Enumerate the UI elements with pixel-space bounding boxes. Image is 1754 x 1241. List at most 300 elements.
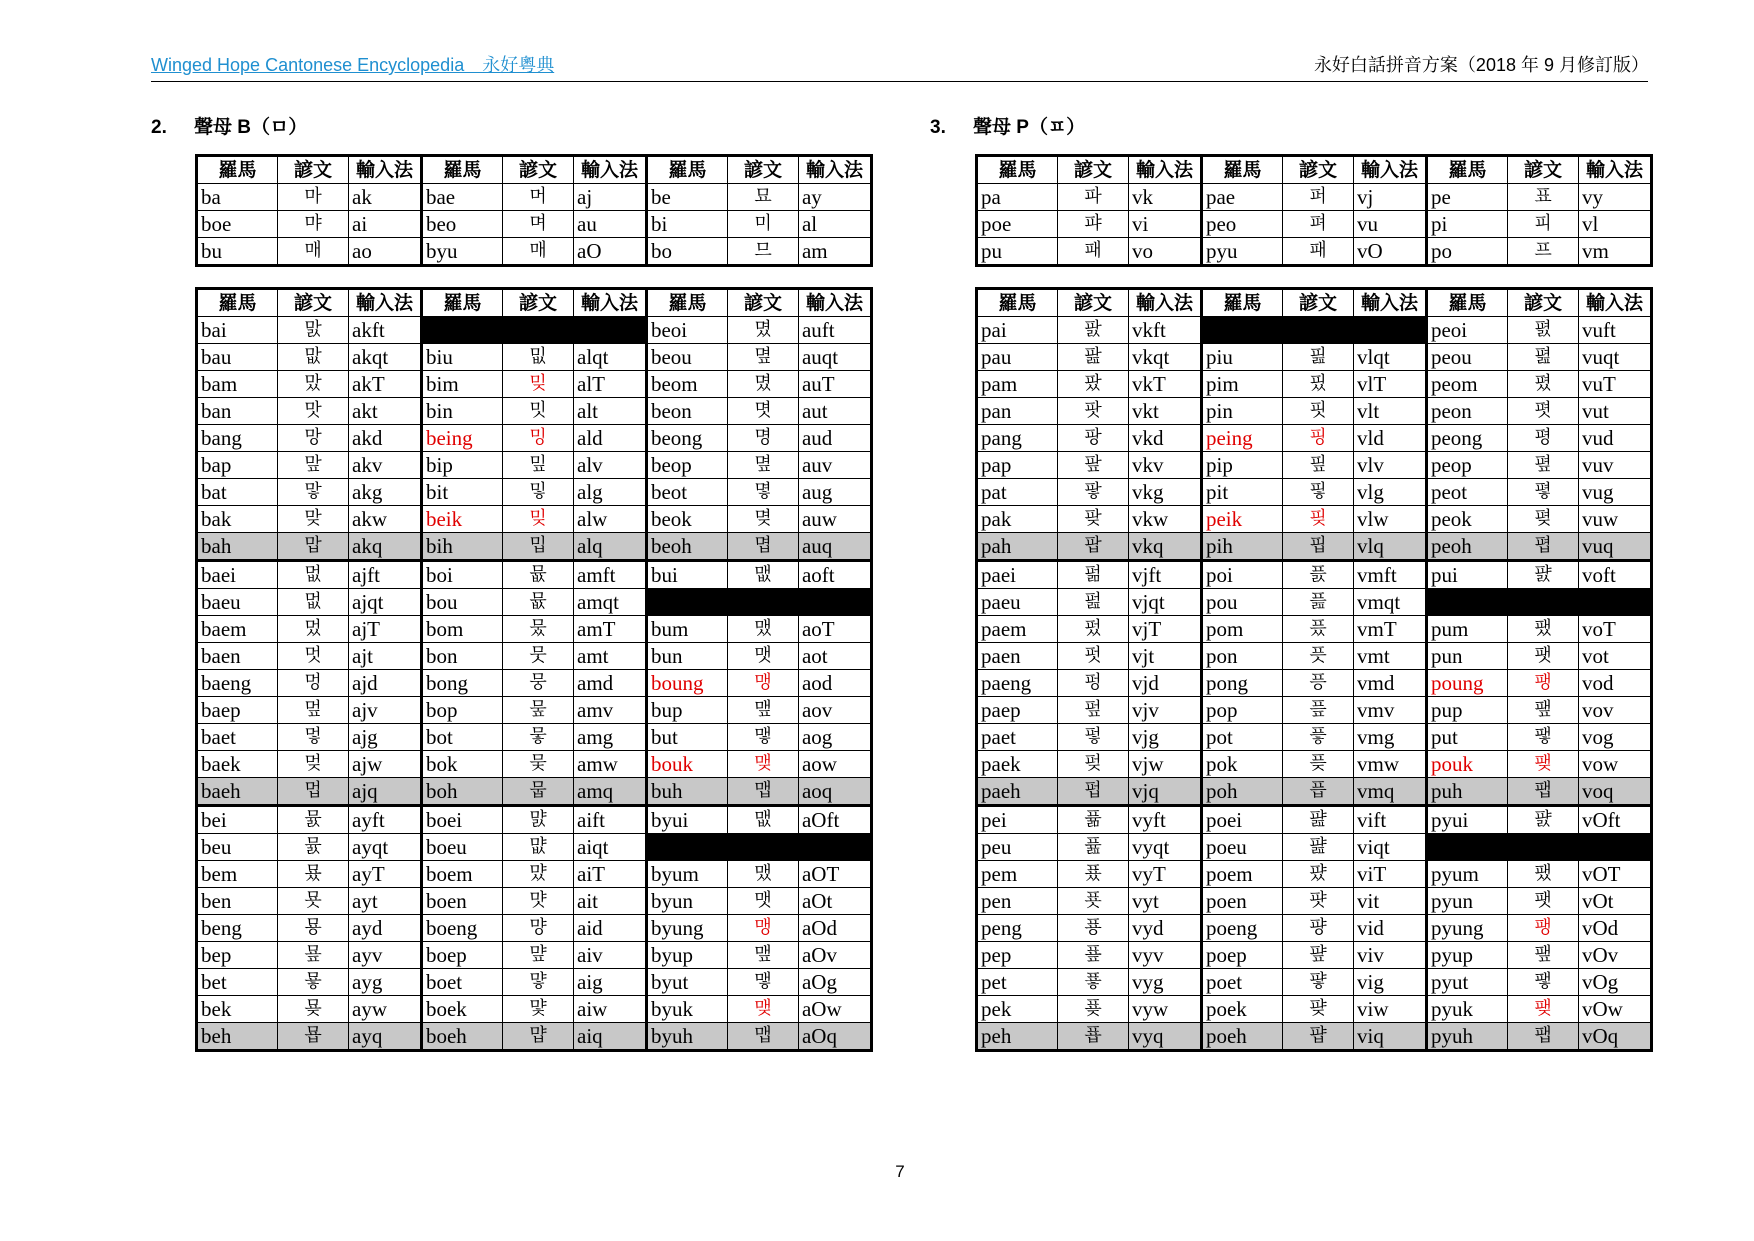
table-row	[197, 533, 872, 561]
input-code-cell: vjft	[1129, 561, 1202, 589]
romanization-cell: pam	[977, 371, 1058, 398]
romanization-cell: bui	[646, 561, 727, 589]
input-code-cell: vmg	[1354, 724, 1427, 751]
romanization-cell: byut	[646, 969, 727, 996]
input-code-cell: viq	[1354, 1023, 1427, 1051]
romanization-cell: puh	[1426, 778, 1507, 806]
hangul-cell: 팠	[1058, 371, 1129, 398]
hangul-cell: 펏	[1058, 643, 1129, 670]
hangul-cell: 맛	[278, 398, 349, 425]
romanization-cell: ba	[197, 184, 278, 211]
table-row	[197, 371, 872, 398]
romanization-cell: bang	[197, 425, 278, 452]
input-code-cell: aiq	[574, 1023, 647, 1051]
romanization-cell: pyui	[1426, 806, 1507, 834]
input-code-cell: vu	[1354, 211, 1427, 238]
hangul-cell: 팚	[1058, 344, 1129, 371]
romanization-cell: pen	[977, 888, 1058, 915]
romanization-cell: baeu	[197, 589, 278, 616]
hangul-cell: 매	[503, 238, 574, 266]
table-row	[977, 724, 1652, 751]
hangul-cell: 묲	[278, 942, 349, 969]
romanization-cell: peok	[1426, 506, 1507, 533]
romanization-cell: byu	[421, 238, 502, 266]
blank-cell	[1426, 589, 1651, 616]
hangul-cell: 며	[503, 211, 574, 238]
table-row	[197, 888, 872, 915]
input-code-cell: vOT	[1578, 861, 1651, 888]
romanization-cell: pup	[1426, 697, 1507, 724]
hangul-cell: 묭	[278, 915, 349, 942]
hangul-cell: 팟	[1058, 398, 1129, 425]
input-code-cell: akq	[349, 533, 422, 561]
input-code-cell: aOw	[798, 996, 871, 1023]
romanization-cell: poh	[1201, 778, 1282, 806]
hangul-cell: 멓	[278, 724, 349, 751]
input-code-cell: aOT	[798, 861, 871, 888]
input-code-cell: alw	[574, 506, 647, 533]
input-code-cell: akft	[349, 317, 422, 344]
romanization-cell: pin	[1201, 398, 1282, 425]
hangul-cell: 뭊	[503, 751, 574, 778]
hangul-cell: 맶	[728, 561, 799, 589]
table-row	[197, 479, 872, 506]
romanization-cell: pyup	[1426, 942, 1507, 969]
table-row	[977, 344, 1652, 371]
hangul-cell: 묘	[728, 184, 799, 211]
romanization-cell: bak	[197, 506, 278, 533]
romanization-cell: baem	[197, 616, 278, 643]
input-code-cell: amqt	[574, 589, 647, 616]
hangul-cell: 맺	[728, 996, 799, 1023]
column-header: 諺文	[503, 156, 574, 184]
input-code-cell: alv	[574, 452, 647, 479]
romanization-cell: bat	[197, 479, 278, 506]
romanization-cell: poek	[1201, 996, 1282, 1023]
hangul-cell: 핗	[1283, 479, 1354, 506]
hangul-cell: 맷	[728, 643, 799, 670]
column-header: 輸入法	[1129, 156, 1202, 184]
table-row	[197, 724, 872, 751]
hangul-cell: 밉	[503, 533, 574, 561]
page-number: 7	[895, 1162, 905, 1181]
hangul-cell: 맷	[728, 888, 799, 915]
table-row	[197, 751, 872, 778]
hangul-cell: 팽	[1508, 915, 1579, 942]
input-code-cell: auv	[798, 452, 871, 479]
hangul-cell: 몁	[728, 533, 799, 561]
romanization-cell: pae	[1201, 184, 1282, 211]
hangul-cell: 맞	[278, 506, 349, 533]
romanization-cell: buh	[646, 778, 727, 806]
romanization-cell: bi	[646, 211, 727, 238]
hangul-cell: 푱	[1058, 915, 1129, 942]
input-code-cell: amT	[574, 616, 647, 643]
input-code-cell: vuw	[1578, 506, 1651, 533]
hangul-cell: 먔	[503, 861, 574, 888]
romanization-cell: beon	[646, 398, 727, 425]
table-row	[197, 969, 872, 996]
hangul-cell: 묫	[278, 888, 349, 915]
input-code-cell: alT	[574, 371, 647, 398]
hangul-cell: 펆	[1058, 561, 1129, 589]
input-code-cell: vkq	[1129, 533, 1202, 561]
hangul-cell: 몆	[728, 506, 799, 533]
romanization-cell: beik	[421, 506, 502, 533]
input-code-cell: vug	[1578, 479, 1651, 506]
hangul-cell: 맢	[278, 452, 349, 479]
hangul-cell: 픙	[1283, 670, 1354, 697]
input-code-cell: vuq	[1578, 533, 1651, 561]
hangul-cell: 폀	[1508, 317, 1579, 344]
input-code-cell: vid	[1354, 915, 1427, 942]
romanization-cell: peoi	[1426, 317, 1507, 344]
romanization-cell: beong	[646, 425, 727, 452]
hangul-cell: 퓶	[1058, 834, 1129, 861]
romanization-cell: beok	[646, 506, 727, 533]
input-code-cell: auft	[798, 317, 871, 344]
column-header: 諺文	[728, 156, 799, 184]
hangul-cell: 핑	[1283, 425, 1354, 452]
hangul-cell: 뭉	[503, 670, 574, 697]
header-title: 永好白話拼音方案（2018 年 9 月修訂版）	[1313, 55, 1649, 75]
hangul-cell: 먚	[503, 942, 574, 969]
hangul-cell: 퍕	[1283, 1023, 1354, 1051]
romanization-cell: pei	[977, 806, 1058, 834]
hangul-cell: 마	[278, 184, 349, 211]
input-code-cell: au	[574, 211, 647, 238]
romanization-cell: beu	[197, 834, 278, 861]
input-code-cell: vlv	[1354, 452, 1427, 479]
table-row	[977, 589, 1652, 616]
input-code-cell: vOg	[1578, 969, 1651, 996]
header-link[interactable]: Winged Hope Cantonese Encyclopedia 永好粵典	[151, 55, 555, 75]
input-code-cell: aift	[574, 806, 647, 834]
input-code-cell: vmv	[1354, 697, 1427, 724]
table-p-finals	[975, 287, 1653, 1052]
input-code-cell: auw	[798, 506, 871, 533]
romanization-cell: pau	[977, 344, 1058, 371]
romanization-cell: baen	[197, 643, 278, 670]
romanization-cell: pom	[1201, 616, 1282, 643]
column-header: 羅馬	[197, 156, 278, 184]
hangul-cell: 퍐	[1508, 806, 1579, 834]
column-header: 輸入法	[1354, 289, 1427, 317]
romanization-cell: bouk	[646, 751, 727, 778]
hangul-cell: 팼	[1508, 616, 1579, 643]
romanization-cell: be	[646, 184, 727, 211]
table-row	[977, 670, 1652, 697]
input-code-cell: akqt	[349, 344, 422, 371]
hangul-cell: 므	[728, 238, 799, 266]
section-title-b	[151, 112, 307, 139]
input-code-cell: ait	[574, 888, 647, 915]
input-code-cell: aoq	[798, 778, 871, 806]
input-code-cell: alg	[574, 479, 647, 506]
romanization-cell: bem	[197, 861, 278, 888]
hangul-cell: 퍞	[1283, 942, 1354, 969]
table-row	[977, 616, 1652, 643]
table-row	[197, 344, 872, 371]
column-header: 羅馬	[421, 156, 502, 184]
hangul-cell: 퍃	[1508, 724, 1579, 751]
romanization-cell: paei	[977, 561, 1058, 589]
column-header: 諺文	[1283, 156, 1354, 184]
table-row	[197, 589, 872, 616]
hangul-cell: 맔	[278, 317, 349, 344]
romanization-cell: paek	[977, 751, 1058, 778]
column-header: 羅馬	[1201, 156, 1282, 184]
input-code-cell: vyT	[1129, 861, 1202, 888]
column-header: 羅馬	[1201, 289, 1282, 317]
romanization-cell: pyung	[1426, 915, 1507, 942]
hangul-cell: 멊	[278, 561, 349, 589]
romanization-cell: pou	[1201, 589, 1282, 616]
input-code-cell: vog	[1578, 724, 1651, 751]
romanization-cell: pouk	[1426, 751, 1507, 778]
hangul-cell: 뭈	[503, 616, 574, 643]
input-code-cell: ayT	[349, 861, 422, 888]
romanization-cell: bo	[646, 238, 727, 266]
hangul-cell: 펍	[1058, 778, 1129, 806]
input-code-cell: vOt	[1578, 888, 1651, 915]
input-code-cell: al	[798, 211, 871, 238]
romanization-cell: bei	[197, 806, 278, 834]
input-code-cell: ak	[349, 184, 422, 211]
hangul-cell: 먑	[503, 1023, 574, 1051]
table-row	[977, 643, 1652, 670]
romanization-cell: bip	[421, 452, 502, 479]
romanization-cell: beh	[197, 1023, 278, 1051]
hangul-cell: 푭	[1058, 1023, 1129, 1051]
input-code-cell: vlt	[1354, 398, 1427, 425]
romanization-cell: byung	[646, 915, 727, 942]
hangul-cell: 뮶	[503, 561, 574, 589]
hangul-cell: 맙	[278, 533, 349, 561]
blank-cell	[1201, 317, 1426, 344]
hangul-cell: 펑	[1058, 670, 1129, 697]
romanization-cell: poen	[1201, 888, 1282, 915]
input-code-cell: vmt	[1354, 643, 1427, 670]
romanization-cell: baeh	[197, 778, 278, 806]
hangul-cell: 폂	[1508, 344, 1579, 371]
input-code-cell: aid	[574, 915, 647, 942]
column-header: 輸入法	[574, 156, 647, 184]
input-code-cell: ayqt	[349, 834, 422, 861]
romanization-cell: boek	[421, 996, 502, 1023]
romanization-cell: bun	[646, 643, 727, 670]
romanization-cell: poep	[1201, 942, 1282, 969]
romanization-cell: boem	[421, 861, 502, 888]
column-header: 羅馬	[1426, 289, 1507, 317]
input-code-cell: vyg	[1129, 969, 1202, 996]
input-code-cell: voft	[1578, 561, 1651, 589]
romanization-cell: bau	[197, 344, 278, 371]
romanization-cell: poeh	[1201, 1023, 1282, 1051]
input-code-cell: aOd	[798, 915, 871, 942]
romanization-cell: pi	[1426, 211, 1507, 238]
hangul-cell: 팧	[1058, 479, 1129, 506]
hangul-cell: 맾	[728, 942, 799, 969]
input-code-cell: vj	[1354, 184, 1427, 211]
hangul-cell: 먓	[503, 888, 574, 915]
romanization-cell: ban	[197, 398, 278, 425]
input-code-cell: vjg	[1129, 724, 1202, 751]
input-code-cell: viqt	[1354, 834, 1427, 861]
hangul-cell: 표	[1508, 184, 1579, 211]
table-row	[977, 425, 1652, 452]
input-code-cell: amg	[574, 724, 647, 751]
input-code-cell: vjd	[1129, 670, 1202, 697]
hangul-cell: 멋	[278, 643, 349, 670]
table-header-row	[977, 156, 1652, 184]
romanization-cell: peu	[977, 834, 1058, 861]
table-row	[197, 238, 872, 266]
input-code-cell: ajq	[349, 778, 422, 806]
hangul-cell: 팽	[1508, 670, 1579, 697]
input-code-cell: vk	[1129, 184, 1202, 211]
hangul-cell: 몋	[728, 479, 799, 506]
input-code-cell: amt	[574, 643, 647, 670]
hangul-cell: 펒	[1058, 751, 1129, 778]
romanization-cell: boe	[197, 211, 278, 238]
hangul-cell: 푲	[1058, 996, 1129, 1023]
romanization-cell: pyuh	[1426, 1023, 1507, 1051]
input-code-cell: vyqt	[1129, 834, 1202, 861]
romanization-cell: pai	[977, 317, 1058, 344]
hangul-cell: 픕	[1283, 778, 1354, 806]
romanization-cell: baep	[197, 697, 278, 724]
romanization-cell: baei	[197, 561, 278, 589]
hangul-cell: 픒	[1283, 589, 1354, 616]
input-code-cell: aiT	[574, 861, 647, 888]
romanization-cell: pun	[1426, 643, 1507, 670]
table-row	[197, 616, 872, 643]
input-code-cell: ayft	[349, 806, 422, 834]
column-header: 羅馬	[646, 156, 727, 184]
input-code-cell: vmd	[1354, 670, 1427, 697]
hangul-cell: 맾	[728, 697, 799, 724]
romanization-cell: bum	[646, 616, 727, 643]
column-header: 諺文	[1508, 156, 1579, 184]
table-header-row	[197, 289, 872, 317]
hangul-cell: 맶	[728, 806, 799, 834]
hangul-cell: 팦	[1058, 452, 1129, 479]
input-code-cell: ajd	[349, 670, 422, 697]
romanization-cell: paen	[977, 643, 1058, 670]
input-code-cell: vod	[1578, 670, 1651, 697]
input-code-cell: aug	[798, 479, 871, 506]
hangul-cell: 망	[278, 425, 349, 452]
input-code-cell: vot	[1578, 643, 1651, 670]
hangul-cell: 맚	[278, 344, 349, 371]
hangul-cell: 퓲	[1058, 806, 1129, 834]
romanization-cell: bet	[197, 969, 278, 996]
hangul-cell: 폎	[1508, 452, 1579, 479]
hangul-cell: 먗	[503, 996, 574, 1023]
table-b-basic	[195, 154, 873, 267]
romanization-cell: boei	[421, 806, 502, 834]
hangul-cell: 퍗	[1283, 888, 1354, 915]
hangul-cell: 묩	[278, 1023, 349, 1051]
romanization-cell: beou	[646, 344, 727, 371]
input-code-cell: vlq	[1354, 533, 1427, 561]
hangul-cell: 밊	[503, 344, 574, 371]
input-code-cell: aoT	[798, 616, 871, 643]
table-row	[197, 806, 872, 834]
romanization-cell: pyum	[1426, 861, 1507, 888]
column-header: 輸入法	[1578, 289, 1651, 317]
romanization-cell: pap	[977, 452, 1058, 479]
column-header: 輸入法	[349, 289, 422, 317]
blank-cell	[646, 589, 871, 616]
romanization-cell: bam	[197, 371, 278, 398]
hangul-cell: 몄	[728, 371, 799, 398]
hangul-cell: 멎	[278, 751, 349, 778]
romanization-cell: peou	[1426, 344, 1507, 371]
hangul-cell: 퍒	[1283, 806, 1354, 834]
romanization-cell: pim	[1201, 371, 1282, 398]
hangul-cell: 몊	[728, 344, 799, 371]
romanization-cell: pum	[1426, 616, 1507, 643]
column-header: 輸入法	[798, 289, 871, 317]
hangul-cell: 푷	[1058, 969, 1129, 996]
input-code-cell: vuv	[1578, 452, 1651, 479]
romanization-cell: bai	[197, 317, 278, 344]
input-code-cell: vlw	[1354, 506, 1427, 533]
hangul-cell: 펊	[1058, 589, 1129, 616]
hangul-cell: 퍐	[1508, 561, 1579, 589]
table-row	[197, 1023, 872, 1051]
romanization-cell: bim	[421, 371, 502, 398]
table-row	[197, 670, 872, 697]
romanization-cell: pyuk	[1426, 996, 1507, 1023]
section-title-p	[930, 112, 1085, 139]
hangul-cell: 묬	[278, 861, 349, 888]
romanization-cell: beom	[646, 371, 727, 398]
hangul-cell: 패	[1058, 238, 1129, 266]
romanization-cell: boen	[421, 888, 502, 915]
table-row	[977, 1023, 1652, 1051]
hangul-cell: 맵	[728, 778, 799, 806]
hangul-cell: 펐	[1058, 616, 1129, 643]
romanization-cell: put	[1426, 724, 1507, 751]
input-code-cell: ao	[349, 238, 422, 266]
table-row	[197, 561, 872, 589]
input-code-cell: ajt	[349, 643, 422, 670]
input-code-cell: vy	[1578, 184, 1651, 211]
romanization-cell: beo	[421, 211, 502, 238]
input-code-cell: vlqt	[1354, 344, 1427, 371]
input-code-cell: vkt	[1129, 398, 1202, 425]
hangul-cell: 펗	[1058, 724, 1129, 751]
input-code-cell: vyv	[1129, 942, 1202, 969]
table-b-finals	[195, 287, 873, 1052]
input-code-cell: akv	[349, 452, 422, 479]
input-code-cell: vit	[1354, 888, 1427, 915]
romanization-cell: peop	[1426, 452, 1507, 479]
column-header: 諺文	[1058, 156, 1129, 184]
column-header: 羅馬	[977, 289, 1058, 317]
hangul-cell: 퍚	[1283, 996, 1354, 1023]
table-row	[977, 861, 1652, 888]
table-row	[197, 506, 872, 533]
romanization-cell: being	[421, 425, 502, 452]
input-code-cell: vmft	[1354, 561, 1427, 589]
input-code-cell: vlg	[1354, 479, 1427, 506]
romanization-cell: bek	[197, 996, 278, 1023]
hangul-cell: 핐	[1283, 371, 1354, 398]
